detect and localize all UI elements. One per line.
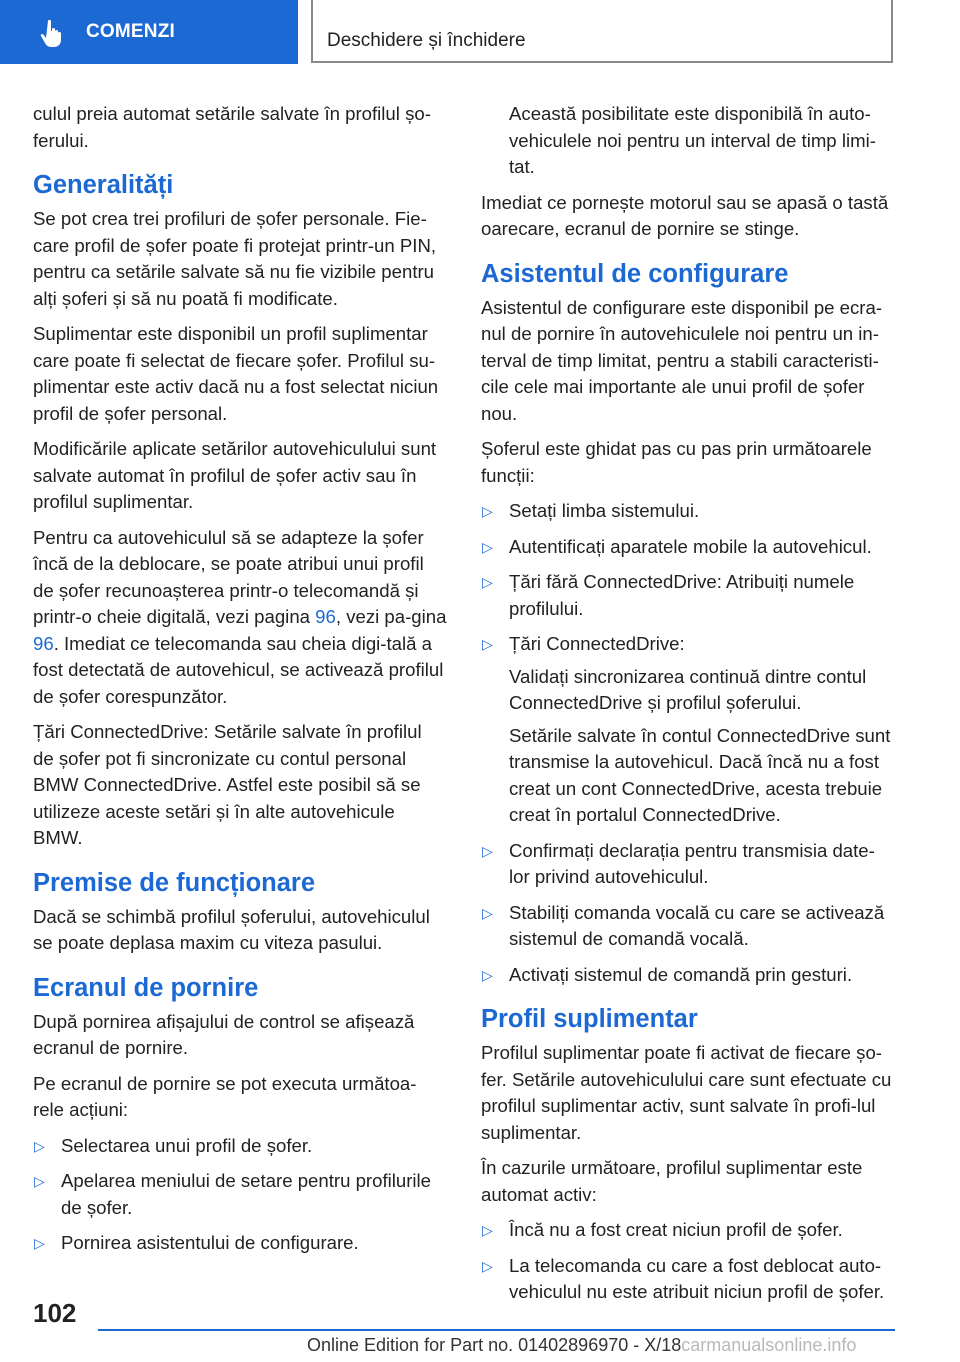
- list-item-text: Pornirea asistentului de configurare.: [61, 1232, 359, 1253]
- list-item-text: La telecomanda cu care a fost deblocat auto-vehiculul nu este atribuit niciun profil de șofer.: [509, 1254, 885, 1302]
- paragraph: Imediat ce pornește motorul sau se apasă o tastă oarecare, ecranul de pornire se stinge.: [481, 191, 889, 239]
- triangle-bullet-icon: ▷: [482, 503, 493, 519]
- list-item-text: Apelarea meniului de setare pentru profilurile de șofer.: [61, 1170, 432, 1218]
- triangle-bullet-icon: ▷: [34, 1173, 45, 1189]
- text: , vezi pa-gina: [335, 606, 447, 627]
- list-item: [33, 1230, 447, 1257]
- list-item-text: Autentificați aparatele mobile la autovehicul.: [509, 535, 872, 557]
- list-item: [481, 962, 895, 989]
- list-item: [481, 900, 895, 953]
- text: . Imediat ce telecomanda sau cheia digi-tală a fost detectată de autovehicul, se activează profilul de șofer corespunzător.: [33, 632, 444, 707]
- list-item-text: Setați limba sistemului.: [509, 500, 700, 521]
- page-link-96[interactable]: 96: [33, 632, 54, 654]
- heading-profil-suplimentar: Profil suplimentar: [481, 1005, 698, 1033]
- list-item: [481, 838, 895, 891]
- list-item-text: Stabiliți comanda vocală cu care se activează sistemul de comandă vocală.: [509, 901, 885, 949]
- list-item: [481, 498, 895, 525]
- section-header: [311, 0, 893, 63]
- triangle-bullet-icon: ▷: [482, 538, 493, 555]
- heading-generalitati: Generalități: [33, 171, 174, 199]
- bullet-list: [481, 1217, 895, 1306]
- paragraph: Pe ecranul de pornire se pot executa următoa-rele acțiuni:: [33, 1072, 417, 1120]
- list-item: [481, 1253, 895, 1306]
- triangle-bullet-icon: ▷: [482, 966, 493, 983]
- list-item: [481, 631, 895, 829]
- heading-asistent: Asistentul de configurare: [481, 259, 789, 288]
- list-item: [33, 1133, 447, 1160]
- triangle-bullet-icon: ▷: [482, 842, 493, 859]
- triangle-bullet-icon: ▷: [482, 904, 493, 921]
- text: Pentru ca autovehiculul să se adapteze la șofer încă de la deblocare, se poate atribui unui profil de șofer recunoașterea printr-o telecomandă și printr-o cheie digitală, vezi pagina: [33, 526, 424, 627]
- triangle-bullet-icon: ▷: [482, 1222, 493, 1238]
- heading-ecranul: Ecranul de pornire: [33, 973, 259, 1002]
- list-item-text: Activați sistemul de comandă prin gesturi.: [509, 963, 853, 985]
- page-link-96[interactable]: 96: [315, 606, 336, 627]
- left-column: [33, 101, 447, 1266]
- paragraph: După pornirea afișajului de control se afișează ecranul de pornire.: [33, 1010, 415, 1058]
- right-column: [481, 101, 895, 1315]
- heading-premise: Premise de funcționare: [33, 868, 316, 897]
- list-item-text: Țări fără ConnectedDrive: Atribuiți numele profilului.: [509, 571, 855, 619]
- paragraph: Se pot crea trei profiluri de șofer personale. Fie-care profil de șofer poate fi protejat printr-un PIN, pentru ca setările salvate să nu fie vizibile pentru alți șoferi și să nu poată fi modificate.: [33, 208, 437, 309]
- footer-edition: [307, 1335, 856, 1356]
- paragraph-with-links: [33, 525, 447, 711]
- list-item: [481, 569, 895, 622]
- list-item-subparagraph: Validați sincronizarea continuă dintre contul ConnectedDrive și profilul șoferului.: [509, 665, 867, 713]
- triangle-bullet-icon: ▷: [482, 636, 493, 652]
- paragraph: Modificările aplicate setărilor autovehiculului sunt salvate automat în profilul de șofer activ sau în profilul suplimentar.: [33, 438, 437, 512]
- paragraph: Șoferul este ghidat pas cu pas prin următoarele funcții:: [481, 438, 872, 486]
- triangle-bullet-icon: ▷: [34, 1137, 45, 1154]
- list-item-subparagraph: Setările salvate în contul ConnectedDrive sunt transmise la autovehicul. Dacă încă nu a fost creat un cont ConnectedDrive, acesta trebuie creat în portalul ConnectedDrive.: [509, 724, 891, 825]
- paragraph: Profilul suplimentar poate fi activat de fiecare șo-fer. Setările autovehiculului care sunt efectuate cu profilul suplimentar activ, sunt salvate în profi-lul suplimentar.: [481, 1042, 892, 1143]
- paragraph: Suplimentar este disponibil un profil suplimentar care poate fi selectat de fiecare șofer. Profilul su-plimentar este activ dacă nu a fost selectat niciun profil de șofer personal.: [33, 323, 439, 424]
- list-item: [481, 534, 895, 561]
- chapter-tab[interactable]: [0, 0, 298, 64]
- paragraph: Țări ConnectedDrive: Setările salvate în profilul de șofer pot fi sincronizate cu contul personal BMW ConnectedDrive. Astfel este posibil să se utilizeze aceste setări și în alte autovehicule BMW.: [33, 721, 422, 848]
- bullet-list: [481, 498, 895, 988]
- intro-paragraph: culul preia automat setările salvate în profilul șo-ferului.: [33, 103, 431, 151]
- paragraph: Dacă se schimbă profilul șoferului, autovehiculul se poate deplasa maxim cu viteza pasului.: [33, 905, 430, 953]
- footer-divider: [98, 1329, 895, 1331]
- hand-pointer-icon: [40, 19, 66, 47]
- bullet-list: [33, 1133, 447, 1257]
- list-item: [481, 1217, 895, 1244]
- triangle-bullet-icon: ▷: [34, 1235, 45, 1251]
- triangle-bullet-icon: ▷: [482, 1257, 493, 1274]
- list-item-text: Confirmați declarația pentru transmisia date-lor privind autovehiculul.: [509, 839, 875, 887]
- list-item-text: Selectarea unui profil de șofer.: [61, 1134, 313, 1156]
- list-item: [33, 1168, 447, 1221]
- section-title: Deschidere și închidere: [327, 30, 526, 51]
- list-item-text: Țări ConnectedDrive:: [509, 633, 685, 654]
- edition-text: Online Edition for Part no. 01402896970 - X/18: [307, 1335, 682, 1355]
- continued-paragraph: Această posibilitate este disponibilă în auto-vehiculele noi pentru un interval de timp limi-tat.: [509, 103, 876, 177]
- chapter-tab-label: COMENZI: [86, 21, 176, 42]
- watermark: carmanualsonline.info: [681, 1335, 857, 1355]
- triangle-bullet-icon: ▷: [482, 574, 493, 590]
- paragraph: Asistentul de configurare este disponibil pe ecra-nul de pornire în autovehiculele noi pentru un in-terval de timp limitat, pentru a stabili caracteristi-cile cele mai importante ale unui profil de șofer nou.: [481, 296, 883, 424]
- paragraph: În cazurile următoare, profilul suplimentar este automat activ:: [481, 1157, 863, 1205]
- page-number: 102: [33, 1298, 77, 1328]
- list-item-text: Încă nu a fost creat niciun profil de șofer.: [509, 1219, 843, 1240]
